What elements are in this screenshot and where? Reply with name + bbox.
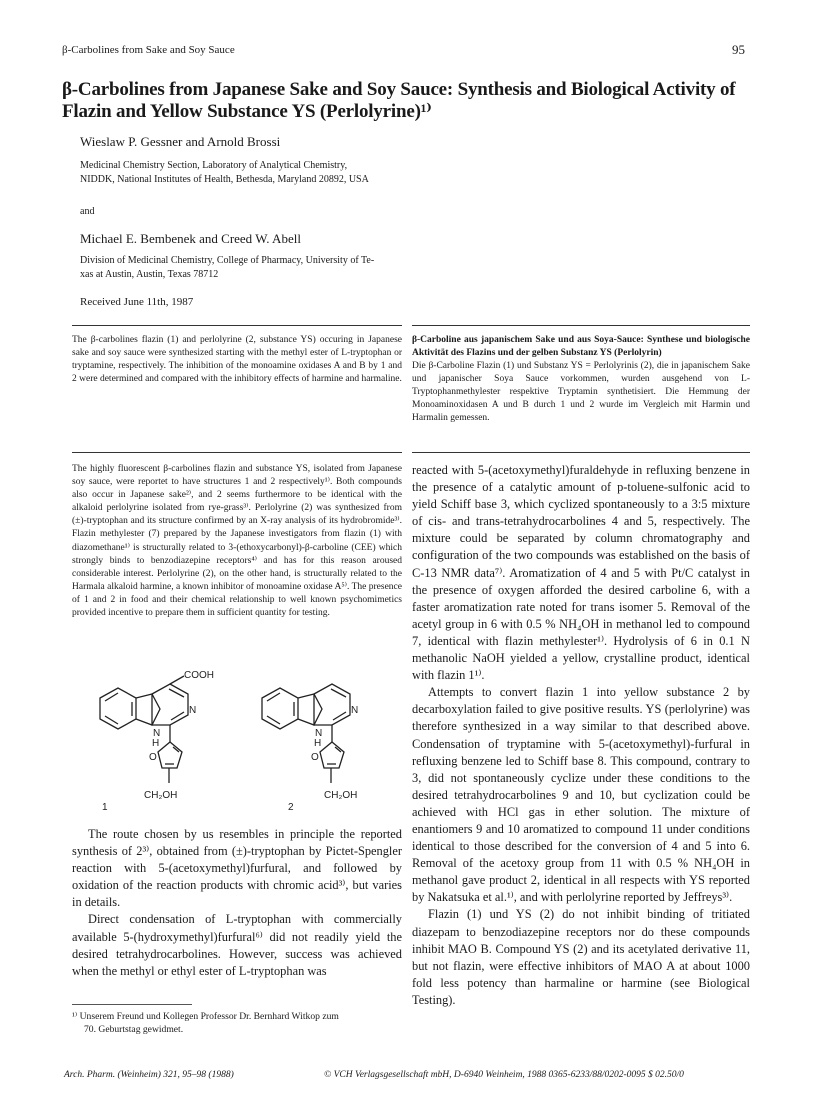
abstract-rule-left-bottom [72,452,402,453]
received-date: Received June 11th, 1987 [80,296,194,308]
synthesis-paragraph: reacted with 5-(acetoxymethyl)furaldehyde in refluxing benzene in the presence of a catalytic amount of p-toluene-sulfonic acid to yield Schiff base 3, which cyclized spontaneously to a 3:5 mixture of cis- and trans-tetrahydrocarbolines 4 and 5, respectively. The mixture could be separated by column chromatography and configuration of the two compounds was established on the basis of C-13 NMR data⁷⁾. Aromatization of 4 and 5 with Pt/C catalyst in the presence of oxygen afforded the desired carboline 6, with a faster aromatization rate noted for trans isomer 5. Removal of the acetyl group in 6 with 0.5 % NH₄OH in methanol led to compound 7, identical with flazin methylester¹⁾. Hydrolysis of 6 in 0.1 N methanolic NaOH yielded a yellow, crystalline product, identical with flazin 1¹⁾. [412,463,750,683]
structure-1-cooh-label: COOH [184,670,214,681]
intro-paragraph: The highly fluorescent β-carbolines flazin and substance YS, isolated from Japanese soy sauce, were reportet to have structures 1 and 2 respectively¹⁾. Both compounds also occur in Japanese sake²⁾, and 2 seems furthermore to be identical with the alkaloid perlolyrine isolated from rye-grass³⁾. Perlolyrine (2) was synthesized from (±)-tryptophan and its structure confirmed by an X-ray analysis of its hydrobromide³⁾. Flazin methylester (7) prepared by the Japanese investigators from flazin (1) with diazomethane¹⁾ is structurally related to 3-(ethoxycarbonyl)-β-carboline (CEE) which strongly binds to benzodiazepine receptors⁴⁾ and has for this reason aroused considerable interest. Perlolyrine (2), on the other hand, is structurally related to the Harmala alkaloid harmine, a known inhibitor of monoamine oxidase A⁵⁾. The presence of 1 and 2 in food and their chemical relationship to well known psychomimetics provided incentive to prepare them in sufficient quantity for testing. [72,464,402,619]
authors-first: Wieslaw P. Gessner and Arnold Brossi [80,134,281,149]
structure-2-ch2oh-label: CH₂OH [324,790,358,801]
footnote [72,1010,402,1036]
abstract-rule-right-top [412,325,750,326]
footer-publisher: © VCH Verlagsgesellschaft mbH, D-6940 Weinheim, 1988 0365-6233/88/0202-0095 $ 02.50/0 [324,1070,684,1080]
structure-1-o-label: O [149,752,157,763]
structure-2-h-label: H [314,738,322,749]
footnote-rule [72,1004,192,1005]
chemical-structures-figure [72,670,402,820]
route-paragraph: The route chosen by us resembles in principle the reported synthesis of 2³⁾, obtained from (±)-tryptophan by Pictet-Spengler reaction with 5-(acetoxymethyl)furfural, and followed by oxidation of the reaction products with chromic acid³⁾, but varies in details. [72,827,402,910]
affiliation-first-line2: NIDDK, National Institutes of Health, Bethesda, Maryland 20892, USA [80,174,369,185]
structure-2-drawing [262,684,350,783]
authors-second: Michael E. Bembenek and Creed W. Abell [80,231,301,246]
footnote-line1: ¹⁾ Unserem Freund und Kollegen Professor Dr. Bernhard Witkop zum [72,1011,339,1022]
abstract-german-title: β-Carboline aus japanischem Sake und aus Soya-Sauce: Synthese und biologische Aktivität des Flazins und der gelben Substanz YS (Perlolyrin) [412,335,750,358]
footer-journal: Arch. Pharm. (Weinheim) 321, 95–98 (1988) [64,1070,234,1080]
running-head: β-Carbolines from Sake and Soy Sauce [62,44,235,56]
footnote-line2: 70. Geburtstag gewidmet. [84,1024,184,1035]
structure-1-n-label: N [189,705,197,716]
structure-1-drawing [100,676,188,783]
abstract-german-text: Die β-Carboline Flazin (1) und Substanz YS = Perlolyrinis (2), die in japanischem Sake und japanischer Soya Sauce vorkommen, wurden ausgehend von L-Tryptophanmethylester respektive Tryptamin synthetisiert. Die Hemmung der Monoaminoxidasen A und B durch 1 und 2 wurde im Vergleich mit Harmin und Harmalin gemessen. [412,361,750,423]
structure-1-nh-label: N [153,728,161,739]
structure-1-h-label: H [152,738,160,749]
abstract-english: The β-carbolines flazin (1) and perlolyrine (2, substance YS) occuring in Japanese sake and soy sauce were synthesized starting with the methyl ester of L-tryptophan or tryptamine, respectively. The inhibition of the monoamine oxidases A and B by 1 and 2 were determined and compared with the inhibitory effects of harmine and harmaline. [72,335,402,384]
abstract-german [412,334,750,425]
abstract-rule-right-bottom [412,452,750,453]
left-column-lower [72,826,402,980]
right-column [412,462,750,1009]
structure-1-ch2oh-label: CH₂OH [144,790,178,801]
page-number: 95 [732,42,745,57]
article-title: β-Carbolines from Japanese Sake and Soy Sauce: Synthesis and Biological Activity of Flazin and Yellow Substance YS (Perlolyrine)¹⁾ [62,79,736,122]
structure-2-nh-label: N [315,728,323,739]
condensation-paragraph: Direct condensation of L-tryptophan with commercially available 5-(hydroxymethyl)furfural⁶⁾ did not readily yield the desired tetrahydrocarbolines. However, success was achieved when the methyl or ethyl ester of L-tryptophan was [72,912,402,978]
structure-2-n-label: N [351,705,359,716]
affiliation-first-line1: Medicinal Chemistry Section, Laboratory of Analytical Chemistry, [80,160,348,171]
affiliation-second-line2: xas at Austin, Austin, Texas 78712 [80,269,219,280]
and-separator: and [80,206,95,217]
structure-1-number: 1 [102,802,108,813]
structure-2-o-label: O [311,752,319,763]
structure-2-number: 2 [288,802,294,813]
abstract-rule-left-top [72,325,402,326]
affiliation-second-line1: Division of Medicinal Chemistry, College of Pharmacy, University of Te- [80,255,375,266]
ys-synthesis-paragraph: Attempts to convert flazin 1 into yellow substance 2 by decarboxylation failed to give positive results. YS (perlolyrine) was therefore synthesized in a way similar to that described above. Condensation of tryptamine with 5-(acetoxymethyl)-furfural in refluxing benzene led to Schiff base 8. This compound, contrary to 3, did not spontaneously cyclize under these conditions to the desired tetrahydrocarbolines 9 and 10, but cyclization could be achieved with HCl gas in ether solution. The mixture of enantiomers 9 and 10 aromatized to compound 11 under conditions identical to those described for the conversion of 4 and 5 into 6. Removal of the acetoxy group from 11 with 0.5 % NH₄OH in methanol gave product 2, identical in all respects with YS reported by Nakatsuka et al.¹⁾, and with perlolyrine reported by Jeffreys³⁾. [412,685,750,905]
inhibition-paragraph: Flazin (1) und YS (2) do not inhibit binding of tritiated diazepam to benzodiazepine receptors nor do these compounds inhibit MAO B. Compound YS (2) and its acetylated derivative 11, but not flazin, were effective inhibitors of MAO A at about 1000 fold less potency than harmaline or harmine (see Biological Testing). [412,907,750,1007]
